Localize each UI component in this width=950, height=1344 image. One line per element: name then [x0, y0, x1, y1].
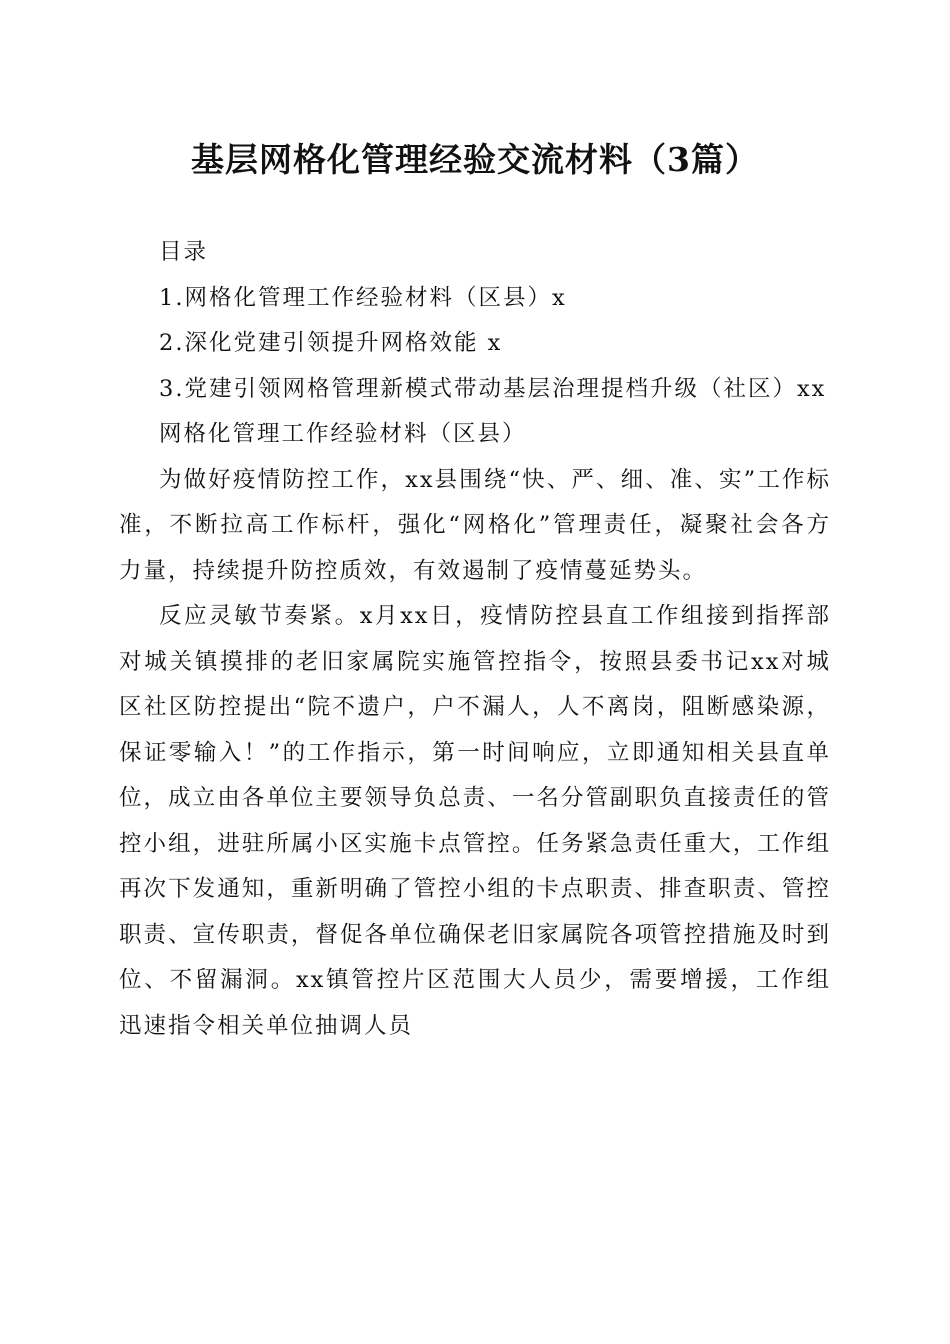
- toc-item-1: 1.网格化管理工作经验材料（区县）x: [159, 284, 567, 311]
- toc-item-2: 2.深化党建引领提升网格效能 x: [159, 330, 503, 356]
- section-title: 网格化管理工作经验材料（区县）: [159, 421, 527, 447]
- paragraph-intro: 为做好疫情防控工作，xx县围绕“快、严、细、准、实”工作标准，不断拉高工作标杆，强化“网格化”管理责任，凝聚社会各方力量，持续提升防控质效，有效遏制了疫情蔓延势头。: [119, 466, 831, 584]
- document-body: [119, 230, 831, 1049]
- document-title: 基层网格化管理经验交流材料（3篇）: [191, 140, 759, 179]
- toc-item-3: 3.党建引领网格管理新模式带动基层治理提档升级（社区）xx: [159, 375, 827, 402]
- toc-heading: 目录: [159, 239, 209, 265]
- paragraph-response: 反应灵敏节奏紧。x月xx日，疫情防控县直工作组接到指挥部对城关镇摸排的老旧家属院实施管控指令，按照县委书记xx对城区社区防控提出“院不遗户，户不漏人，人不离岗，阻断感染源，保证零输入！”的工作指示，第一时间响应，立即通知相关县直单位，成立由各单位主要领导负总责、一名分管副职负直接责任的管控小组，进驻所属小区实施卡点管控。任务紧急责任重大，工作组再次下发通知，重新明确了管控小组的卡点职责、排查职责、管控职责、宣传职责，督促各单位确保老旧家属院各项管控措施及时到位、不留漏洞。xx镇管控片区范围大人员少，需要增援，工作组迅速指令相关单位抽调人员: [119, 603, 831, 1039]
